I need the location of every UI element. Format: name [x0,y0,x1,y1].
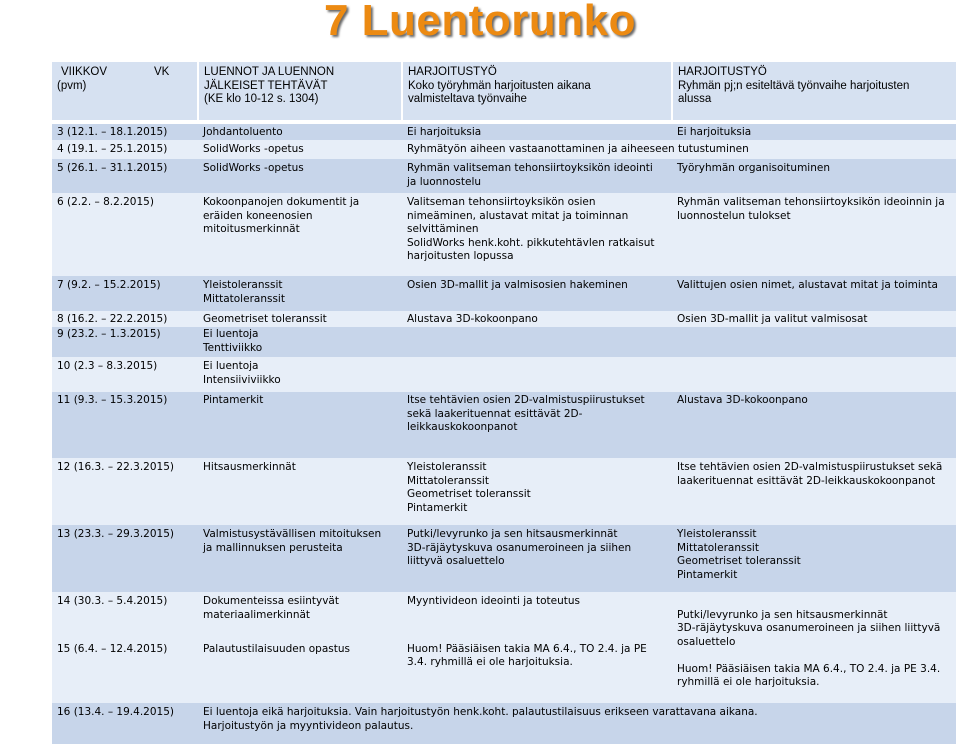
groupwork-cell: Putki/levyrunko ja sen hitsausmerkinnät 3D-räjäytyskuva osanumeroineen ja siihen liittyvä osaluettelo [402,525,672,592]
presentation-cell-week14: Putki/levyrunko ja sen hitsausmerkinnät 3D-räjäytyskuva osanumeroineen ja siihen liittyvä osaluettelo [677,608,941,648]
lecture-cell: Yleistoleranssit Mittatoleranssit [198,276,402,311]
header-groupwork: HARJOITUSTYÖ Koko työryhmän harjoitusten aikana valmisteltava työnvaihe [402,62,672,122]
lecture-cell: Ei luentoja Tenttiviikko [198,327,402,357]
week-cell: 7 (9.2. – 15.2.2015) [52,276,198,311]
header-lectures: LUENNOT JA LUENNON JÄLKEISET TEHTÄVÄT (KE klo 10-12 s. 1304) [198,62,402,122]
header-vk-label: VK [154,66,170,78]
week-cell: 10 (2.3 – 8.3.2015) [52,357,198,392]
lecture-cell: Valmistusystävällisen mitoituksen ja mallinnuksen perusteita [198,525,402,592]
presentation-cell [672,592,956,703]
presentation-cell-week15: Huom! Pääsiäisen takia MA 6.4., TO 2.4. ja PE 3.4. ryhmillä ei ole harjoituksia. [677,662,941,688]
week-cell: 8 (16.2. – 22.2.2015) [52,311,198,327]
week-cell: 9 (23.2. – 1.3.2015) [52,327,198,357]
presentation-cell: Valittujen osien nimet, alustavat mitat ja toiminta [672,276,956,311]
week-cell: 16 (13.4. – 19.4.2015) [52,703,198,744]
groupwork-cell: Myyntivideon ideointi ja toteutus [402,592,672,642]
lecture-schedule-table [52,62,956,744]
week-cell: 15 (6.4. – 12.4.2015) [52,642,198,704]
header-presentation: HARJOITUSTYÖ Ryhmän pj;n esiteltävä työnvaihe harjoitusten alussa [672,62,956,122]
header-week-label: VIIKKOV [61,66,108,78]
lecture-cell: Ei luentoja eikä harjoituksia. Vain harjoitustyön henk.koht. palautustilaisuus erikseen varattavana aikana. Harjoitustyön ja myyntivideon palautus. [198,703,956,744]
page-title: 7 Luentorunko [323,0,637,45]
lecture-cell: Palautustilaisuuden opastus [198,642,402,704]
table-row [52,327,956,357]
lecture-cell: Hitsausmerkinnät [198,458,402,525]
lecture-cell: Dokumenteissa esiintyvät materiaalimerkinnät [198,592,402,642]
table-row [52,159,956,193]
groupwork-cell: Huom! Pääsiäisen takia MA 6.4., TO 2.4. ja PE 3.4. ryhmillä ei ole harjoituksia. [402,642,672,704]
lecture-cell: Pintamerkit [198,392,402,458]
week-cell: 12 (16.3. – 22.3.2015) [52,458,198,525]
table-row [52,276,956,311]
presentation-cell: Ei harjoituksia [672,122,956,140]
table-row [52,122,956,140]
groupwork-cell: Ryhmätyön aiheen vastaanottaminen ja aiheeseen tutustuminen [402,140,956,159]
week-cell: 4 (19.1. – 25.1.2015) [52,140,198,159]
groupwork-cell: Ei harjoituksia [402,122,672,140]
lecture-cell: Kokoonpanojen dokumentit ja eräiden koneenosien mitoitusmerkinnät [198,193,402,276]
groupwork-cell: Itse tehtävien osien 2D-valmistuspiirustukset sekä laakerituennat esittävät 2D- leikkauskokoonpanot [402,392,672,458]
table-row [52,458,956,525]
table-row [52,193,956,276]
week-cell: 5 (26.1. – 31.1.2015) [52,159,198,193]
groupwork-cell: Valitseman tehonsiirtoyksikön osien nimeäminen, alustavat mitat ja toiminnan selvittäminen SolidWorks henk.koht. pikkutehtävlen ratkaisut harjoitusten lopussa [402,193,672,276]
week-cell: 3 (12.1. – 18.1.2015) [52,122,198,140]
table-row [52,525,956,592]
groupwork-cell: Alustava 3D-kokoonpano [402,311,672,327]
presentation-cell: Alustava 3D-kokoonpano [672,392,956,458]
header-week [52,62,198,122]
table-row [52,140,956,159]
table-row [52,592,956,642]
presentation-cell: Osien 3D-mallit ja valitut valmisosat [672,311,956,327]
lecture-cell: SolidWorks -opetus [198,140,402,159]
header-date-label: (pvm) [57,80,87,92]
week-cell: 14 (30.3. – 5.4.2015) [52,592,198,642]
presentation-cell: Työryhmän organisoituminen [672,159,956,193]
presentation-cell [672,357,956,392]
table-row [52,703,956,744]
week-cell: 11 (9.3. – 15.3.2015) [52,392,198,458]
lecture-cell: Ei luentoja Intensiiviviikko [198,357,402,392]
groupwork-cell: Ryhmän valitseman tehonsiirtoyksikön ideointi ja luonnostelu [402,159,672,193]
groupwork-cell [402,357,672,392]
lecture-cell: Geometriset toleranssit [198,311,402,327]
groupwork-cell: Osien 3D-mallit ja valmisosien hakeminen [402,276,672,311]
week-cell: 6 (2.2. – 8.2.2015) [52,193,198,276]
presentation-cell [672,327,956,357]
week-cell: 13 (23.3. – 29.3.2015) [52,525,198,592]
table-header-row [52,62,956,122]
presentation-cell: Itse tehtävien osien 2D-valmistuspiirustukset sekä laakerituennat esittävät 2D-leikkauskokoonpanot [672,458,956,525]
lecture-cell: Johdantoluento [198,122,402,140]
presentation-cell: Ryhmän valitseman tehonsiirtoyksikön ideoinnin ja luonnostelun tulokset [672,193,956,276]
lecture-cell: SolidWorks -opetus [198,159,402,193]
table-row [52,357,956,392]
table-row [52,392,956,458]
groupwork-cell [402,327,672,357]
presentation-cell: Yleistoleranssit Mittatoleranssit Geometriset toleranssit Pintamerkit [672,525,956,592]
table-row [52,311,956,327]
groupwork-cell: Yleistoleranssit Mittatoleranssit Geometriset toleranssit Pintamerkit [402,458,672,525]
